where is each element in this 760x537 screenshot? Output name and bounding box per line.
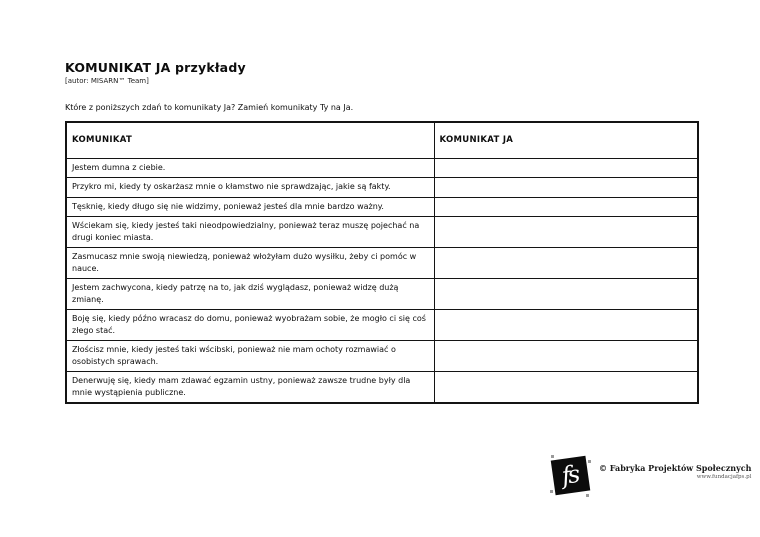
table-row (66, 217, 698, 248)
komunikat-cell: Zasmucasz mnie swoją niewiedzą, ponieważ włożyłam dużo wysiłku, żeby ci pomóc w nauce. (66, 248, 434, 279)
logo-monogram: fs (559, 459, 579, 490)
column-header-komunikat-ja: KOMUNIKAT JA (434, 122, 698, 158)
table-row (66, 178, 698, 198)
logo-square (551, 456, 591, 496)
komunikat-ja-cell (434, 310, 698, 341)
logo-corner-mark (588, 460, 591, 463)
table-header-row (66, 122, 698, 158)
website-url: www.fundacjafps.pl (696, 474, 752, 480)
komunikat-cell: Jestem dumna z ciebie. (66, 158, 434, 178)
komunikat-cell: Jestem zachwycona, kiedy patrzę na to, jak dziś wyglądasz, ponieważ widzę dużą zmianę. (66, 279, 434, 310)
fps-logo (549, 454, 593, 498)
komunikat-ja-cell (434, 341, 698, 372)
logo-corner-mark (550, 490, 553, 493)
komunikat-cell: Wściekam się, kiedy jesteś taki nieodpowiedzialny, ponieważ teraz muszę pojechać na drugi koniec miasta. (66, 217, 434, 248)
logo-corner-mark (551, 455, 554, 458)
table-row (66, 158, 698, 178)
komunikat-ja-cell (434, 248, 698, 279)
table-row (66, 372, 698, 404)
komunikat-ja-cell (434, 158, 698, 178)
table-row (66, 310, 698, 341)
footer-text (599, 463, 751, 480)
copyright-credit: © Fabryka Projektów Społecznych (599, 463, 752, 473)
exercise-instruction: Które z poniższych zdań to komunikaty Ja? Zamień komunikaty Ty na Ja. (65, 103, 354, 112)
komunikat-ja-cell (434, 279, 698, 310)
komunikat-ja-cell (434, 217, 698, 248)
author-credit: [autor: MISARN™ Team] (65, 77, 149, 85)
komunikat-ja-cell (434, 372, 698, 404)
komunikat-ja-cell (434, 197, 698, 217)
komunikat-cell: Denerwuję się, kiedy mam zdawać egzamin ustny, ponieważ zawsze trudne były dla mnie wystąpienia publiczne. (66, 372, 434, 404)
komunikat-cell: Złościsz mnie, kiedy jesteś taki wścibski, ponieważ nie mam ochoty rozmawiać o osobistych sprawach. (66, 341, 434, 372)
table-row (66, 248, 698, 279)
komunikat-cell: Przykro mi, kiedy ty oskarżasz mnie o kłamstwo nie sprawdzając, jakie są fakty. (66, 178, 434, 198)
page-content (65, 60, 697, 404)
komunikat-cell: Tęsknię, kiedy długo się nie widzimy, ponieważ jesteś dla mnie bardzo ważny. (66, 197, 434, 217)
komunikat-table (65, 121, 699, 404)
table-body (66, 158, 698, 403)
logo-corner-mark (586, 494, 589, 497)
komunikat-cell: Boję się, kiedy późno wracasz do domu, ponieważ wyobrażam sobie, że mogło ci się coś złego stać. (66, 310, 434, 341)
page-title: KOMUNIKAT JA przykłady (65, 60, 246, 75)
table-row (66, 279, 698, 310)
komunikat-ja-cell (434, 178, 698, 198)
column-header-komunikat: KOMUNIKAT (66, 122, 434, 158)
table-row (66, 341, 698, 372)
footer (549, 454, 751, 498)
table-row (66, 197, 698, 217)
